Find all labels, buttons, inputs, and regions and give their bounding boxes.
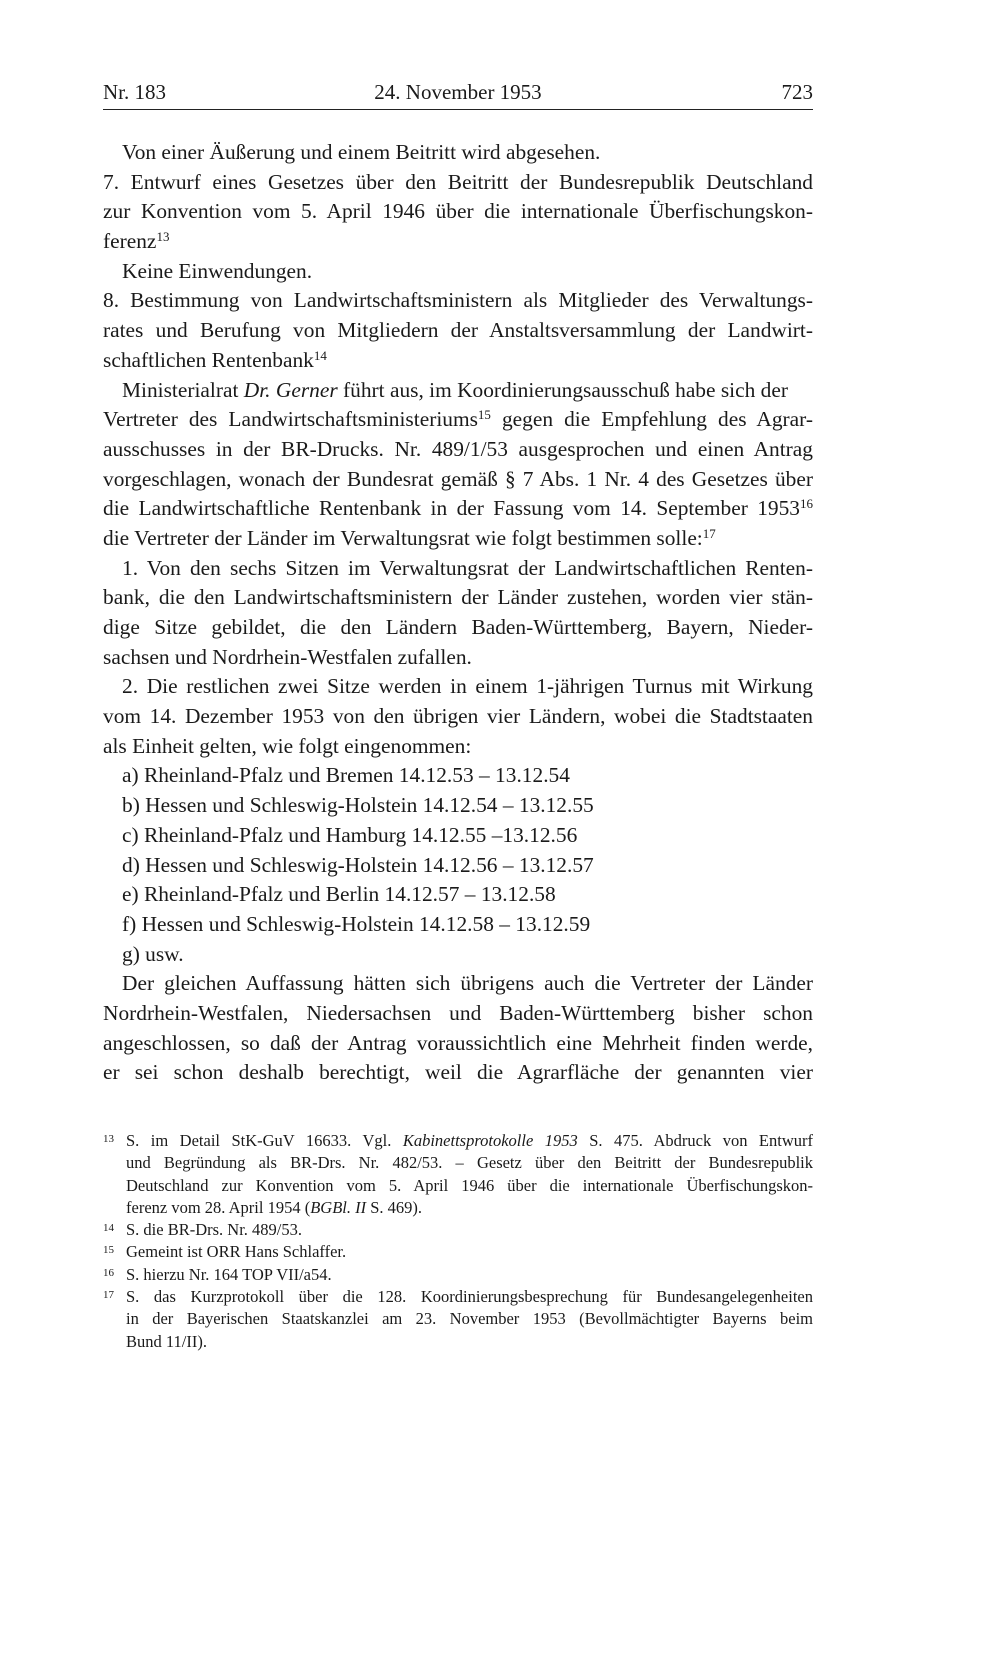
publication-title: Kabinettsprotokolle 1953 xyxy=(402,1131,578,1150)
person-name: Dr. Gerner xyxy=(243,377,338,402)
page-number: 723 xyxy=(781,80,813,104)
main-text xyxy=(103,138,813,1088)
footnote-15: 15 Gemeint ist ORR Hans Schlaffer. xyxy=(103,1242,347,1262)
rotation-item-f: f) Hessen und Schleswig-Holstein 14.12.58 – 13.12.59 xyxy=(122,911,591,936)
proposal-point-2: 2. Die restlichen zwei Sitze werden in einem 1-jährigen Turnus mit Wirkung xyxy=(122,674,813,699)
text-line: vorgeschlagen, wonach der Bundesrat gemäß § 7 Abs. 1 Nr. 4 des Gesetzes über xyxy=(103,466,813,491)
footnotes xyxy=(103,1130,813,1353)
text-line: sachsen und Nordrhein-Westfalen zufallen. xyxy=(103,644,472,669)
footnote-ref-16[interactable]: 16 xyxy=(800,496,813,512)
footnote-number: 17 xyxy=(103,1289,114,1302)
footnote-13: 13 S. im Detail StK-GuV 16633. Vgl. Kabinettsprotokolle 1953 S. 475. Abdruck von Entwurf und Begründung als BR-Drs. Nr. 482/53. – Gesetz über den Beitritt der Bundesrepublik Deutschland zur Konvention vom 5. April 1946 über die internationale Überfischungskon- ferenz vom 28. April 1954 (BGBl. II S. 469). xyxy=(103,1131,813,1217)
text-line: Der gleichen Auffassung hätten sich übrigens auch die Vertreter der Länder xyxy=(122,971,813,996)
rotation-item-a: a) Rheinland-Pfalz und Bremen 14.12.53 – 13.12.54 xyxy=(122,763,570,788)
text-line: Keine Einwendungen. xyxy=(122,258,313,283)
text-line: ausschusses in der BR-Drucks. Nr. 489/1/53 ausgesprochen und einen Antrag xyxy=(103,436,813,461)
text-line: dige Sitze gebildet, die den Ländern Baden-Württemberg, Bayern, Nieder- xyxy=(103,615,813,639)
running-header xyxy=(103,76,813,110)
text-line: vom 14. Dezember 1953 von den übrigen vier Ländern, wobei die Stadtstaaten xyxy=(103,704,813,729)
publication-title: BGBl. II xyxy=(310,1197,367,1217)
text-line: er sei schon deshalb berechtigt, weil die Agrarfläche der genannten vier xyxy=(103,1060,813,1085)
footnote-17: 17 S. das Kurzprotokoll über die 128. Koordinierungsbesprechung für Bundesangelegenheiten in der Bayerischen Staatskanzlei am 23. November 1953 (Bevollmächtigter Bayerns beim Bund 11/II). xyxy=(103,1287,813,1351)
text-line: Ministerialrat Dr. Gerner führt aus, im Koordinierungsausschuß habe sich der xyxy=(122,377,788,402)
footnote-16: 16 S. hierzu Nr. 164 TOP VII/a54. xyxy=(103,1264,332,1284)
text-line: Vertreter des Landwirtschaftsministeriums$^{15}$ gegen die Empfehlung des Agrar- xyxy=(103,407,813,432)
text-line: die Vertreter der Länder im Verwaltungsrat wie folgt bestimmen solle:$^{17}$ xyxy=(103,525,716,550)
text-line: angeschlossen, so daß der Antrag voraussichtlich eine Mehrheit finden werde, xyxy=(103,1030,813,1055)
text-line: zur Konvention vom 5. April 1946 über die internationale Überfischungskon- xyxy=(103,199,813,224)
document-number: Nr. 183 xyxy=(103,80,166,104)
text-line: als Einheit gelten, wie folgt eingenommen: xyxy=(103,733,472,758)
agenda-item-8: 8. Bestimmung von Landwirtschaftsministern als Mitglieder des Verwaltungs- xyxy=(103,288,813,313)
rotation-item-e: e) Rheinland-Pfalz und Berlin 14.12.57 – 13.12.58 xyxy=(122,882,556,907)
rotation-item-d: d) Hessen und Schleswig-Holstein 14.12.56 – 13.12.57 xyxy=(122,852,594,877)
header-date: 24. November 1953 xyxy=(374,80,542,104)
proposal-point-1: 1. Von den sechs Sitzen im Verwaltungsrat der Landwirtschaftlichen Renten- xyxy=(122,555,813,580)
text-line: schaftlichen Rentenbank$^{14}$ xyxy=(103,347,327,372)
footnote-ref-14[interactable]: 14 xyxy=(313,347,327,363)
footnote-number: 16 xyxy=(103,1266,114,1279)
footnote-number: 15 xyxy=(103,1244,114,1257)
text-line: rates und Berufung von Mitgliedern der Anstaltsversammlung der Landwirt- xyxy=(103,318,813,343)
text-line: Von einer Äußerung und einem Beitritt wird abgesehen. xyxy=(122,140,601,164)
footnote-ref-13[interactable]: 13 xyxy=(156,229,170,245)
text-line: bank, die den Landwirtschaftsministern der Länder zustehen, worden vier stän- xyxy=(103,585,813,610)
rotation-item-b: b) Hessen und Schleswig-Holstein 14.12.54 – 13.12.55 xyxy=(122,793,594,818)
rotation-item-g: g) usw. xyxy=(122,941,184,966)
text-line: die Landwirtschaftliche Rentenbank in der Fassung vom 14. September 1953$^{16}$ xyxy=(103,496,813,521)
footnote-ref-17[interactable]: 17 xyxy=(702,525,716,541)
footnote-ref-15[interactable]: 15 xyxy=(477,407,491,423)
rotation-item-c: c) Rheinland-Pfalz und Hamburg 14.12.55 –13.12.56 xyxy=(122,822,578,847)
header-rule xyxy=(103,109,813,110)
footnote-number: 13 xyxy=(103,1133,114,1145)
agenda-item-7: 7. Entwurf eines Gesetzes über den Beitritt der Bundesrepublik Deutschland xyxy=(103,169,813,194)
footnote-14: 14 S. die BR-Drs. Nr. 489/53. xyxy=(103,1220,303,1240)
text-line: ferenz$^{13}$ xyxy=(103,229,170,254)
text-line: Nordrhein-Westfalen, Niedersachsen und Baden-Württemberg bisher schon xyxy=(103,1000,813,1025)
footnote-number: 14 xyxy=(103,1222,114,1235)
